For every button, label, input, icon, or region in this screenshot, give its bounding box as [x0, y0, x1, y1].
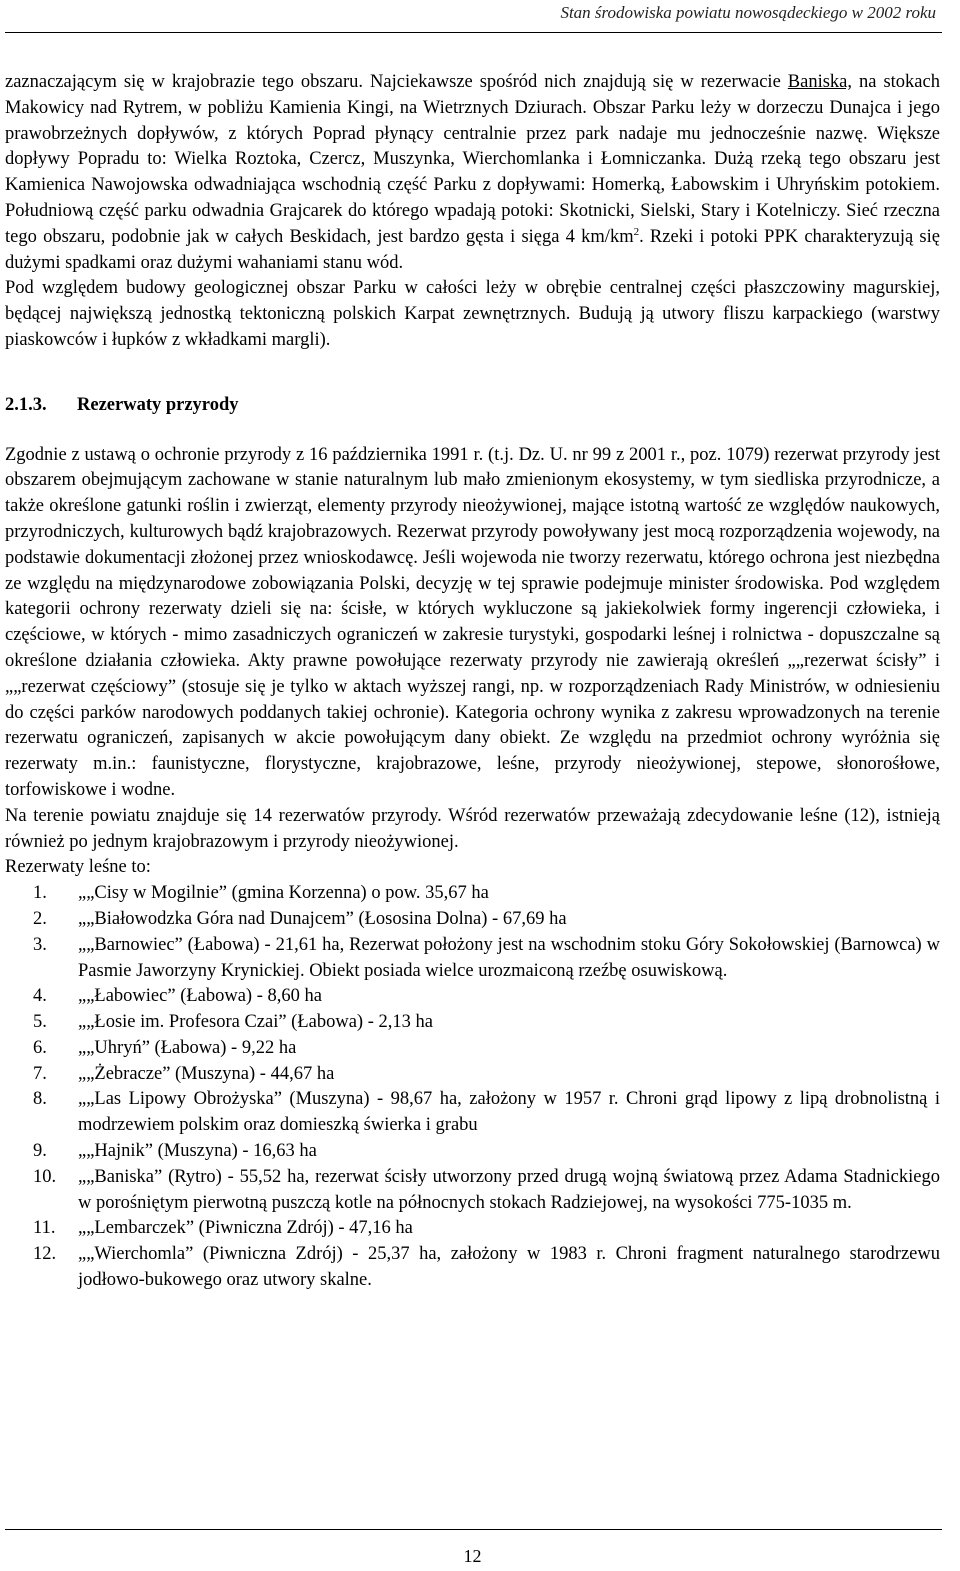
list-item	[5, 1242, 940, 1294]
paragraph-count: Na terenie powiatu znajduje się 14 rezerwatów przyrody. Wśród rezerwatów przeważają zdecydowanie leśne (12), istnieją również po jednym krajobrazowym i przyrody nieożywionej.	[5, 805, 940, 852]
list-text: „„Żebracze” (Muszyna) - 44,67 ha	[78, 1063, 335, 1084]
paragraph-text: zaznaczającym się w krajobrazie tego obszaru. Najciekawsze spośród nich znajdują się w rezerwacie	[5, 72, 788, 92]
list-item	[5, 984, 940, 1010]
list-number: 7.	[33, 1063, 47, 1084]
footer-divider	[5, 1529, 942, 1530]
page-content	[5, 70, 940, 1294]
header-divider	[5, 32, 942, 33]
list-number: 10.	[33, 1166, 57, 1187]
paragraph-list-intro: Rezerwaty leśne to:	[5, 857, 151, 878]
paragraph-geology: Pod względem budowy geologicznej obszar Parku w całości leży w obrębie centralnej części płaszczowiny magurskiej, będącej największą jednostką tektoniczną polskich Karpat zewnętrznych. Budują ją utwory fliszu karpackiego (warstwy piaskowców i łupków z wkładkami margli).	[5, 278, 940, 350]
paragraph-text: . Rzeki i potoki PPK charakteryzują się dużymi spadkami oraz dużymi wahaniami stanu wód.	[5, 226, 940, 273]
list-text: „„Barnowiec” (Łabowa) - 21,61 ha, Rezerwat położony jest na wschodnim stoku Góry Sokołowskiej (Barnowca) w Pasmie Jaworzyny Krynickiej. Obiekt posiada wielce urozmaiconą rzeźbę osuwiskową.	[78, 934, 940, 981]
list-text: „„Lembarczek” (Piwniczna Zdrój) - 47,16 ha	[78, 1218, 413, 1239]
list-item	[5, 933, 940, 985]
list-text: „„Cisy w Mogilnie” (gmina Korzenna) o pow. 35,67 ha	[78, 883, 489, 904]
list-item	[5, 1062, 940, 1088]
section-title: Rezerwaty przyrody	[77, 394, 239, 415]
list-item	[5, 881, 940, 907]
list-text: „„Łabowiec” (Łabowa) - 8,60 ha	[78, 986, 322, 1007]
section-number: 2.1.3.	[5, 394, 47, 415]
list-item	[5, 1087, 940, 1139]
section-heading	[5, 393, 940, 419]
list-item	[5, 1165, 940, 1217]
paragraph-rivers	[5, 70, 940, 276]
list-number: 4.	[33, 986, 47, 1007]
list-text: „„Łosie im. Profesora Czai” (Łabowa) - 2,13 ha	[78, 1012, 433, 1033]
list-text: „„Wierchomla” (Piwniczna Zdrój) - 25,37 ha, założony w 1983 r. Chroni fragment naturalnego starodrzewu jodłowo-bukowego oraz utwory skalne.	[78, 1244, 940, 1291]
list-number: 1.	[33, 883, 47, 904]
list-number: 8.	[33, 1089, 47, 1110]
list-text: „„Białowodzka Góra nad Dunajcem” (Łososina Dolna) - 67,69 ha	[78, 908, 567, 929]
list-text: „„Las Lipowy Obrożyska” (Muszyna) - 98,67 ha, założony w 1957 r. Chroni grąd lipowy z lipą drobnolistną i modrzewiem polskim oraz domieszką świerka i grabu	[78, 1089, 940, 1136]
baniska-link[interactable]: Baniska,	[787, 72, 853, 92]
paragraph-text: na stokach Makowicy nad Rytrem, w pobliżu Kamienia Kingi, na Wietrznych Dziurach. Obszar Parku leży w dorzeczu Dunajca i jego prawobrzeżnych dopływów, z których Poprad płynący centralnie przez park nadaje mu jednocześnie nazwę. Większe dopływy Popradu to: Wielka Roztoka, Czercz, Muszynka, Wierchomlanka i Łomniczanka. Dużą rzeką tego obszaru jest Kamienica Nawojowska odwadniająca wschodnią część Parku z dopływami: Homerką, Łabowskim i Uhryńskim potokiem. Południową część parku odwadnia Grajcarek do którego wpadają potoki: Skotnicki, Sielski, Stary i Kotelniczy. Sieć rzeczna tego obszaru, podobnie jak w całych Beskidach, jest bardzo gęsta i sięga 4 km/km	[5, 72, 940, 247]
list-item	[5, 1216, 940, 1242]
forest-reserves-list	[5, 881, 940, 1294]
page-number: 12	[463, 1546, 482, 1566]
paragraph-definition: Zgodnie z ustawą o ochronie przyrody z 16 października 1991 r. (t.j. Dz. U. nr 99 z 2001 r., poz. 1079) rezerwat przyrody jest obszarem obejmującym zachowane w stanie naturalnym lub mało zmienionym ekosystemy, w tym siedliska przyrodnicze, a także określone gatunki roślin i zwierząt, elementy przyrody nieożywionej, mające istotną wartość ze względów naukowych, przyrodniczych, kulturowych bądź krajobrazowych. Rezerwat przyrody powoływany jest mocą rozporządzenia wojewody, na podstawie dokumentacji złożonej przez wnioskodawcę. Jeśli wojewoda nie tworzy rezerwatu, którego ochrona jest niezbędna ze względu na międzynarodowe zobowiązania Polski, decyzję w tej sprawie podejmuje minister środowiska. Pod względem kategorii ochrony rezerwaty dzieli się na: ścisłe, w których wykluczone są jakiekolwiek formy ingerencji człowieka, i częściowe, w których - mimo zasadniczych ograniczeń w zakresie turystyki, gospodarki leśnej i rolnictwa - dopuszczalne są określone działania człowieka. Akty prawne powołujące rezerwaty przyrody nie zawierają określeń „„rezerwat ścisły” i „„rezerwat częściowy” (stosuje się je tylko w aktach wyższej rangi, np. w rozporządzeniach Rady Ministrów, w odniesieniu do części parków narodowych poddanych takiej ochronie). Kategoria ochrony wynika z zakresu wprowadzonych na terenie rezerwatu ograniczeń, zapisanych w akcie powołującym dany obiekt. Ze względu na przedmiot ochrony wyróżnia się rezerwaty m.in.: faunistyczne, florystyczne, krajobrazowe, leśne, przyrody nieożywionej, stepowe, słonorośłowe, torfowiskowe i wodne.	[5, 444, 940, 800]
list-number: 5.	[33, 1012, 47, 1033]
list-text: „„Hajnik” (Muszyna) - 16,63 ha	[78, 1141, 317, 1162]
running-header	[0, 2, 960, 24]
list-number: 11.	[33, 1218, 56, 1239]
list-item	[5, 1139, 940, 1165]
superscript: 2	[633, 225, 640, 238]
list-number: 12.	[33, 1244, 57, 1265]
list-number: 2.	[33, 908, 47, 929]
list-item	[5, 907, 940, 933]
list-number: 6.	[33, 1037, 47, 1058]
list-item	[5, 1010, 940, 1036]
list-number: 3.	[33, 934, 47, 955]
list-text: „„Baniska” (Rytro) - 55,52 ha, rezerwat ścisły utworzony przed drugą wojną światową przez Adama Stadnickiego w porośniętym pierwotną puszczą kotle na północnych stokach Radziejowej, na wysokości 775-1035 m.	[78, 1166, 940, 1213]
running-title: Stan środowiska powiatu nowosądeckiego w 2002 roku	[560, 3, 936, 22]
list-item	[5, 1036, 940, 1062]
list-number: 9.	[33, 1141, 47, 1162]
list-text: „„Uhryń” (Łabowa) - 9,22 ha	[78, 1037, 297, 1058]
